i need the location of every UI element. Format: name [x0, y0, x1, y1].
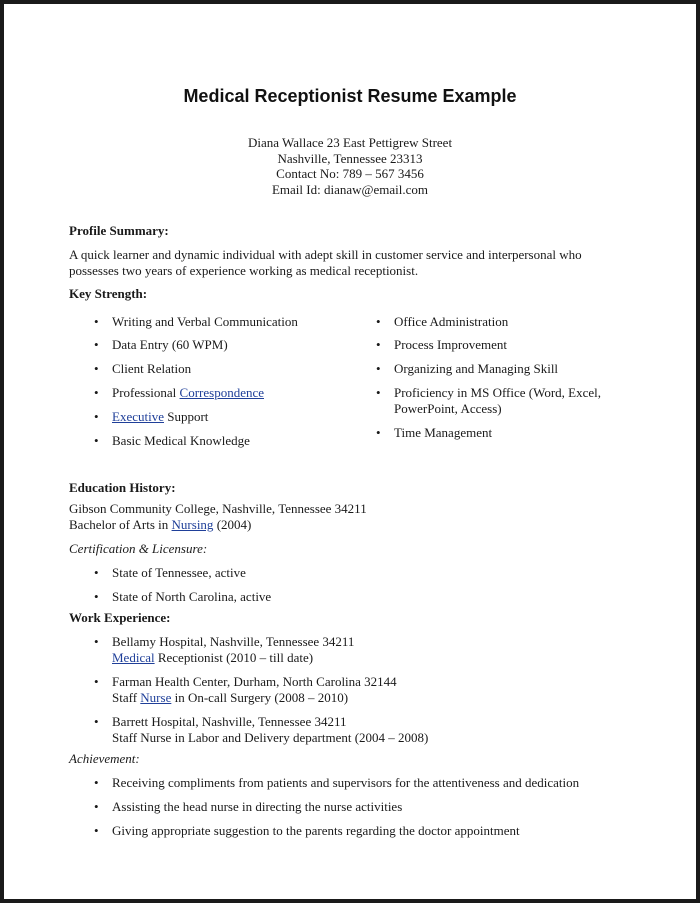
strength-left-item: [112, 385, 264, 401]
strength-left-item: Client Relation: [112, 361, 192, 376]
job-role: Staff Nurse in Labor and Delivery department (2004 – 2008): [112, 730, 429, 745]
strength-right-item: Time Management: [394, 425, 493, 440]
strength-right-item: Process Improvement: [394, 337, 508, 352]
strength-text: Professional: [112, 385, 180, 400]
strengths-heading: Key Strength:: [69, 286, 148, 301]
bullet-icon: •: [376, 314, 381, 329]
achievement-item: Receiving compliments from patients and supervisors for the attentiveness and dedication: [112, 775, 580, 790]
education-school: Gibson Community College, Nashville, Tennessee 34211: [69, 501, 367, 516]
achievement-item: Giving appropriate suggestion to the parents regarding the doctor appointment: [112, 823, 520, 838]
executive-link[interactable]: Executive: [112, 409, 164, 424]
bullet-icon: •: [376, 385, 381, 400]
job-employer: Bellamy Hospital, Nashville, Tennessee 34211: [112, 634, 355, 649]
job-role-text: Receptionist (2010 – till date): [154, 650, 314, 665]
job-role: [112, 690, 348, 706]
education-heading: Education History:: [69, 480, 176, 495]
profile-heading: Profile Summary:: [69, 223, 169, 238]
nursing-link[interactable]: Nursing: [171, 517, 214, 532]
correspondence-link[interactable]: Correspondence: [179, 385, 264, 400]
strength-text: Support: [163, 409, 209, 424]
bullet-icon: •: [94, 314, 99, 329]
bullet-icon: •: [94, 589, 99, 604]
work-heading: Work Experience:: [69, 610, 171, 625]
bullet-icon: •: [94, 714, 99, 729]
achievement-heading: Achievement:: [69, 751, 140, 766]
job-role-text: Staff: [112, 690, 141, 705]
strength-right-item: Proficiency in MS Office (Word, Excel,: [394, 385, 602, 400]
strength-left-item: [112, 409, 208, 425]
strength-left-item: Basic Medical Knowledge: [112, 433, 250, 448]
contact-phone: Contact No: 789 – 567 3456: [276, 166, 424, 181]
job-role-text: in On-call Surgery (2008 – 2010): [171, 690, 349, 705]
strength-right-item-cont: PowerPoint, Access): [394, 401, 502, 416]
bullet-icon: •: [94, 634, 99, 649]
certification-item: State of Tennessee, active: [112, 565, 246, 580]
job-employer: Barrett Hospital, Nashville, Tennessee 34211: [112, 714, 347, 729]
contact-block: [4, 135, 696, 197]
resume-page: [4, 4, 696, 899]
page-title: Medical Receptionist Resume Example: [183, 86, 517, 106]
degree-year: (2004): [213, 517, 252, 532]
strength-left-item: Writing and Verbal Communication: [112, 314, 298, 329]
strength-right-item: Office Administration: [394, 314, 509, 329]
nurse-link[interactable]: Nurse: [140, 690, 172, 705]
bullet-icon: •: [94, 775, 99, 790]
job-role: [112, 650, 313, 666]
contact-email: Email Id: dianaw@email.com: [271, 181, 428, 197]
bullet-icon: •: [94, 674, 99, 689]
bullet-icon: •: [94, 823, 99, 838]
bullet-icon: •: [94, 361, 99, 376]
degree-text: Bachelor of Arts in: [69, 517, 172, 532]
bullet-icon: •: [94, 385, 99, 400]
bullet-icon: •: [94, 565, 99, 580]
certification-item: State of North Carolina, active: [112, 589, 272, 604]
contact-city: Nashville, Tennessee 23313: [277, 150, 423, 166]
profile-text: A quick learner and dynamic individual with adept skill in customer service and interpersonal who possesses two years of experience working as medical receptionist.: [69, 247, 582, 278]
contact-name-address: Diana Wallace 23 East Pettigrew Street: [247, 135, 453, 150]
certification-heading: Certification & Licensure:: [69, 541, 208, 556]
bullet-icon: •: [376, 425, 381, 440]
strength-right-item: Organizing and Managing Skill: [394, 361, 559, 376]
bullet-icon: •: [94, 433, 99, 448]
bullet-icon: •: [94, 337, 99, 352]
bullet-icon: •: [376, 337, 381, 352]
strength-left-item: Data Entry (60 WPM): [112, 337, 228, 352]
achievement-item: Assisting the head nurse in directing the nurse activities: [112, 799, 403, 814]
medical-link[interactable]: Medical: [112, 650, 155, 665]
bullet-icon: •: [94, 409, 99, 424]
bullet-icon: •: [376, 361, 381, 376]
job-employer: Farman Health Center, Durham, North Carolina 32144: [112, 674, 397, 689]
education-degree: [69, 517, 251, 533]
bullet-icon: •: [94, 799, 99, 814]
